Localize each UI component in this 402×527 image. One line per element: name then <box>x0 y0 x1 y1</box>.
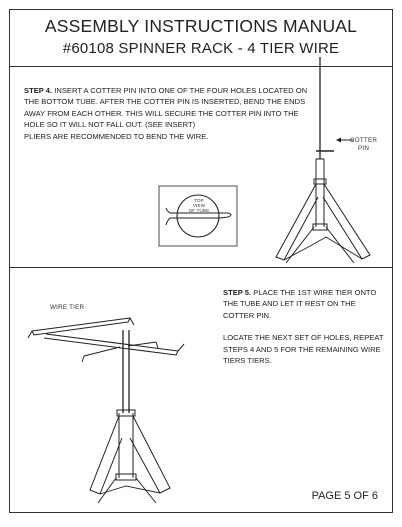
step-4-body: INSERT A COTTER PIN INTO ONE OF THE FOUR HOLES LOCATED ON THE BOTTOM TUBE. AFTER THE COTTER PIN IS INSERTED, BEND THE ENDS AWAY FROM EACH OTHER. THIS WILL SECURE THE COTTER PIN INTO THE HOLE SO IT WILL NOT FALL OUT. (SEE INSERT) <box>24 86 308 130</box>
step-5-section <box>10 268 392 514</box>
rack-illustration-step5 <box>20 298 210 508</box>
step-4-section <box>10 66 392 268</box>
wire-tier-label: WIRE TIER <box>50 304 85 311</box>
step-5-body-2: LOCATE THE NEXT SET OF HOLES, REPEAT STEPS 4 AND 5 FOR THE REMAINING WIRE TIERS TIERS. <box>223 333 384 366</box>
top-view-insert <box>158 185 238 249</box>
step-4-note: PLIERS ARE RECOMMENDED TO BEND THE WIRE. <box>24 131 209 141</box>
cotter-pin-label: COTTER PIN <box>350 137 378 152</box>
step-4-label: STEP 4. <box>24 86 53 95</box>
stand-illustration-step4 <box>262 67 382 267</box>
step-5-body: PLACE THE 1ST WIRE TIER ONTO THE TUBE AND LET IT REST ON THE COTTER PIN. <box>223 288 377 320</box>
step-5-label: STEP 5. <box>223 288 252 297</box>
manual-title: ASSEMBLY INSTRUCTIONS MANUAL <box>44 16 358 36</box>
page-number: PAGE 5 OF 6 <box>311 490 378 502</box>
product-title: #60108 SPINNER RACK - 4 TIER WIRE <box>62 40 340 57</box>
step-5-text <box>223 287 388 366</box>
top-view-label: TOP VIEW OF TUBE <box>188 198 210 213</box>
instruction-page <box>9 9 393 513</box>
